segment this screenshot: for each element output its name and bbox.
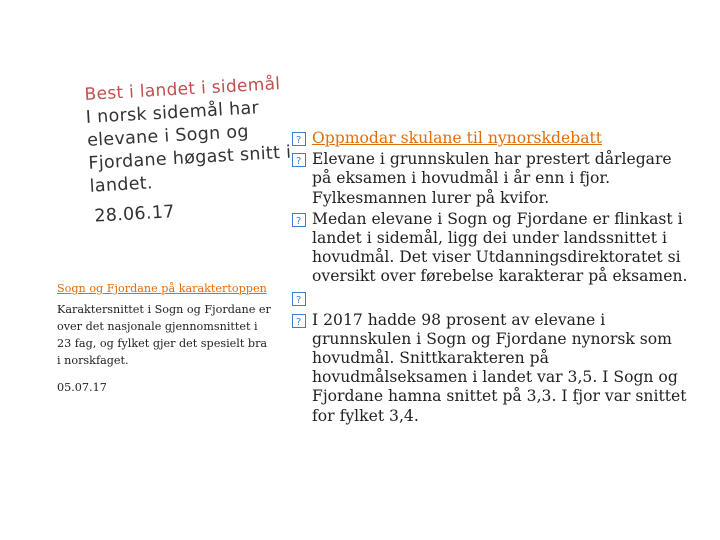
top-bar [0,0,720,10]
bullet-marker-icon [292,314,306,328]
bullet-marker-icon [292,132,306,146]
bullet-text: I 2017 hadde 98 prosent av elevane i grunnskulen i Sogn og Fjordane nynorsk som hovudmål. Snittkarakteren på hovudmålseksamen i landet var 3,5. I Sogn og Fjordane hamna snittet på 3,3. I fjor var snittet for fylket 3,4. [312,310,687,425]
bullet-marker-icon [292,153,306,167]
article-link[interactable]: Sogn og Fjordane på karaktertoppen [57,282,267,295]
title-line: elevane i Sogn og [86,121,250,151]
article-summary: Karaktersnittet i Sogn og Fjordane er over det nasjonale gjennomsnittet i 23 fag, og fylket gjer det spesielt bra i norskfaget. [57,303,271,367]
bullet-link[interactable]: Oppmodar skulane til nynorskdebatt [312,129,603,147]
title-heading: Best i landet i sidemål [84,74,281,105]
title-line: landet. [89,173,154,197]
bullet-item-empty [292,289,692,309]
bullet-list [292,129,692,428]
bullet-marker-icon [292,292,306,306]
article-date: 05.07.17 [57,381,107,394]
slide-title [84,71,322,229]
bullet-item [292,150,692,208]
bullet-text: Medan elevane i Sogn og Fjordane er flinkast i landet i sidemål, ligg dei under landssnittet i hovudmål. Det viser Utdanningsdirektoratet si oversikt over førebelse karakterar på eksamen. [312,209,688,286]
title-line: I norsk sidemål har [85,98,260,128]
bullet-marker-icon [292,213,306,227]
bullet-item [292,129,692,148]
bullet-item [292,210,692,287]
left-article [57,280,272,396]
title-date: 28.06.17 [93,202,176,227]
bullet-text: Elevane i grunnskulen har prestert dårlegare på eksamen i hovudmål i år enn i fjor. Fylkesmannen lurer på kvifor. [312,150,672,207]
bullet-item [292,311,692,426]
title-line: Fjordane høgast snitt i [87,142,292,174]
